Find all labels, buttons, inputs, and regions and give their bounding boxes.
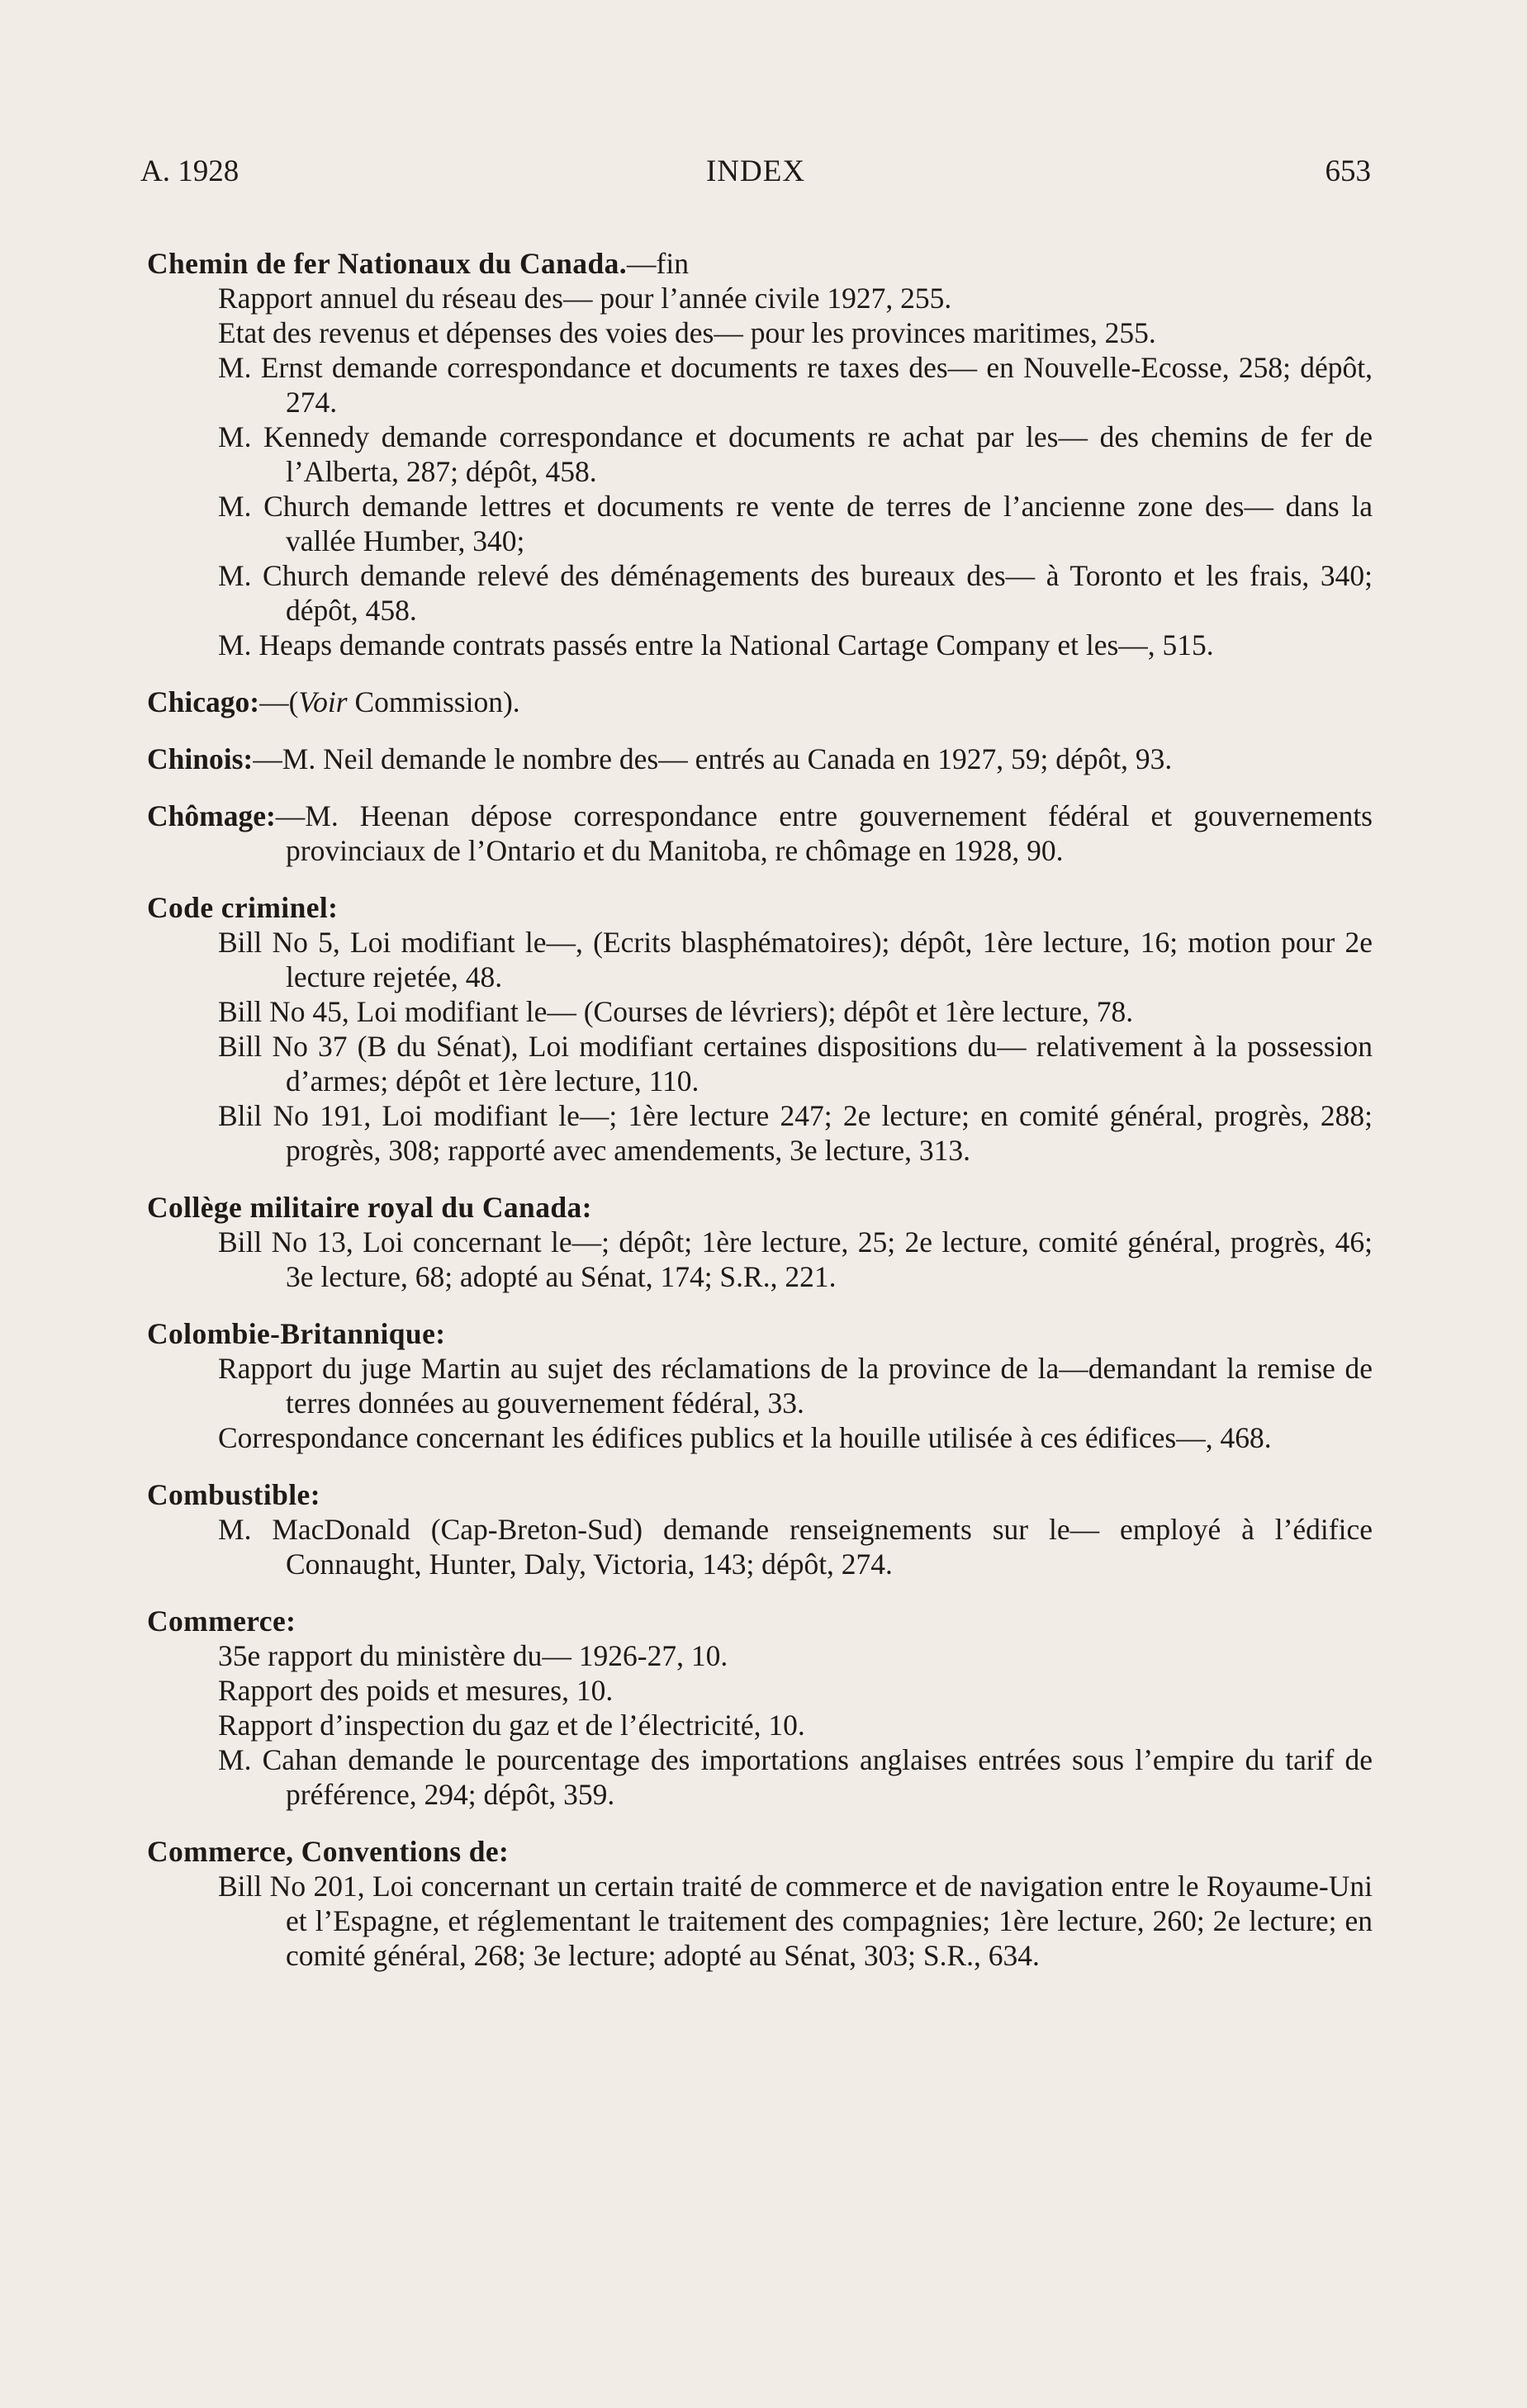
entry-commerce bbox=[147, 1604, 1373, 1812]
entry-heading: Code criminel: bbox=[147, 891, 339, 924]
index-subentry: M. MacDonald (Cap-Breton-Sud) demande renseignements sur le— employé à l’édifice Connaught, Hunter, Daly, Victoria, 143; dépôt, 274. bbox=[218, 1513, 1373, 1581]
entry-commerce-conventions bbox=[147, 1834, 1373, 1973]
index-subentry: Bill No 13, Loi concernant le—; dépôt; 1ère lecture, 25; 2e lecture, comité général, progrès, 46; 3e lecture, 68; adopté au Sénat, 174; S.R., 221. bbox=[218, 1225, 1373, 1293]
entry-heading: Collège militaire royal du Canada: bbox=[147, 1191, 592, 1224]
index-subentry: M. Church demande relevé des déménagements des bureaux des— à Toronto et les frais, 340; dépôt, 458. bbox=[218, 559, 1373, 627]
index-content bbox=[147, 246, 1373, 1995]
entry-college-militaire bbox=[147, 1190, 1373, 1294]
index-subentry: Correspondance concernant les édifices publics et la houille utilisée à ces édifices—, 468. bbox=[218, 1421, 1272, 1454]
entry-heading: Colombie-Britannique: bbox=[147, 1317, 446, 1350]
cross-ref-target: Commission). bbox=[347, 685, 520, 718]
entry-code-criminel bbox=[147, 890, 1373, 1168]
entry-colombie-britannique bbox=[147, 1316, 1373, 1455]
entry-heading: Chemin de fer Nationaux du Canada. bbox=[147, 247, 628, 280]
index-subentry: M. Cahan demande le pourcentage des importations anglaises entrées sous l’empire du tarif de préférence, 294; dépôt, 359. bbox=[218, 1743, 1373, 1811]
index-subentry: 35e rapport du ministère du— 1926-27, 10. bbox=[218, 1639, 728, 1672]
session-year: A. 1928 bbox=[140, 154, 239, 188]
index-subentry: M. Ernst demande correspondance et documents re taxes des— en Nouvelle-Ecosse, 258; dépôt, 274. bbox=[218, 351, 1373, 419]
entry-heading: Chicago: bbox=[147, 685, 260, 718]
entry-heading: Chômage: bbox=[147, 799, 276, 832]
index-subentry: Bill No 201, Loi concernant un certain traité de commerce et de navigation entre le Royaume-Uni et l’Espagne, et réglementant le traitement des compagnies; 1ère lecture, 260; 2e lecture; en comité général, 268; 3e lecture; adopté au Sénat, 303; S.R., 634. bbox=[218, 1870, 1373, 1972]
index-subentry: Rapport du juge Martin au sujet des réclamations de la province de la—demandant la remise de terres données au gouvernement fédéral, 33. bbox=[218, 1352, 1373, 1420]
cross-ref-open: —( bbox=[259, 685, 299, 718]
heading-suffix: —fin bbox=[627, 247, 689, 280]
entry-heading-line bbox=[147, 246, 1373, 281]
entry-chinois bbox=[147, 742, 1373, 776]
cross-ref-voir: Voir bbox=[298, 685, 348, 718]
index-subentry: Rapport des poids et mesures, 10. bbox=[218, 1674, 614, 1707]
index-subentry: Bill No 37 (B du Sénat), Loi modifiant certaines dispositions du— relativement à la possession d’armes; dépôt et 1ère lecture, 110. bbox=[218, 1030, 1373, 1097]
index-subentry: Blil No 191, Loi modifiant le—; 1ère lecture 247; 2e lecture; en comité général, progrès, 288; progrès, 308; rapporté avec amendements, 3e lecture, 313. bbox=[218, 1099, 1373, 1167]
entry-chicago bbox=[147, 685, 1373, 719]
entry-text: —M. Heenan dépose correspondance entre gouvernement fédéral et gouvernements provinciaux de l’Ontario et du Manitoba, re chômage en 1928, 90. bbox=[275, 799, 1373, 867]
page-number: 653 bbox=[1325, 154, 1371, 188]
entry-heading: Combustible: bbox=[147, 1478, 320, 1511]
index-subentry: Bill No 5, Loi modifiant le—, (Ecrits blasphématoires); dépôt, 1ère lecture, 16; motion pour 2e lecture rejetée, 48. bbox=[218, 926, 1373, 993]
index-subentry: Rapport annuel du réseau des— pour l’année civile 1927, 255. bbox=[218, 282, 952, 315]
index-subentry: M. Church demande lettres et documents re vente de terres de l’ancienne zone des— dans la vallée Humber, 340; bbox=[218, 490, 1373, 557]
entry-combustible bbox=[147, 1477, 1373, 1581]
index-subentry: M. Heaps demande contrats passés entre la National Cartage Company et les—, 515. bbox=[218, 628, 1214, 661]
page-title: INDEX bbox=[705, 154, 806, 188]
entry-heading: Commerce: bbox=[147, 1605, 296, 1638]
entry-heading: Chinois: bbox=[147, 742, 254, 775]
index-subentry: Etat des revenus et dépenses des voies des— pour les provinces maritimes, 255. bbox=[218, 316, 1156, 349]
entry-text: —M. Neil demande le nombre des— entrés au Canada en 1927, 59; dépôt, 93. bbox=[253, 742, 1173, 775]
entry-chemin-de-fer bbox=[147, 246, 1373, 662]
index-subentry: M. Kennedy demande correspondance et documents re achat par les— des chemins de fer de l’Alberta, 287; dépôt, 458. bbox=[218, 420, 1373, 488]
entry-chomage bbox=[147, 799, 1373, 868]
index-subentry: Bill No 45, Loi modifiant le— (Courses de lévriers); dépôt et 1ère lecture, 78. bbox=[218, 995, 1134, 1028]
index-subentry: Rapport d’inspection du gaz et de l’électricité, 10. bbox=[218, 1709, 805, 1742]
running-head bbox=[140, 154, 1371, 190]
entry-heading: Commerce, Conventions de: bbox=[147, 1835, 510, 1868]
